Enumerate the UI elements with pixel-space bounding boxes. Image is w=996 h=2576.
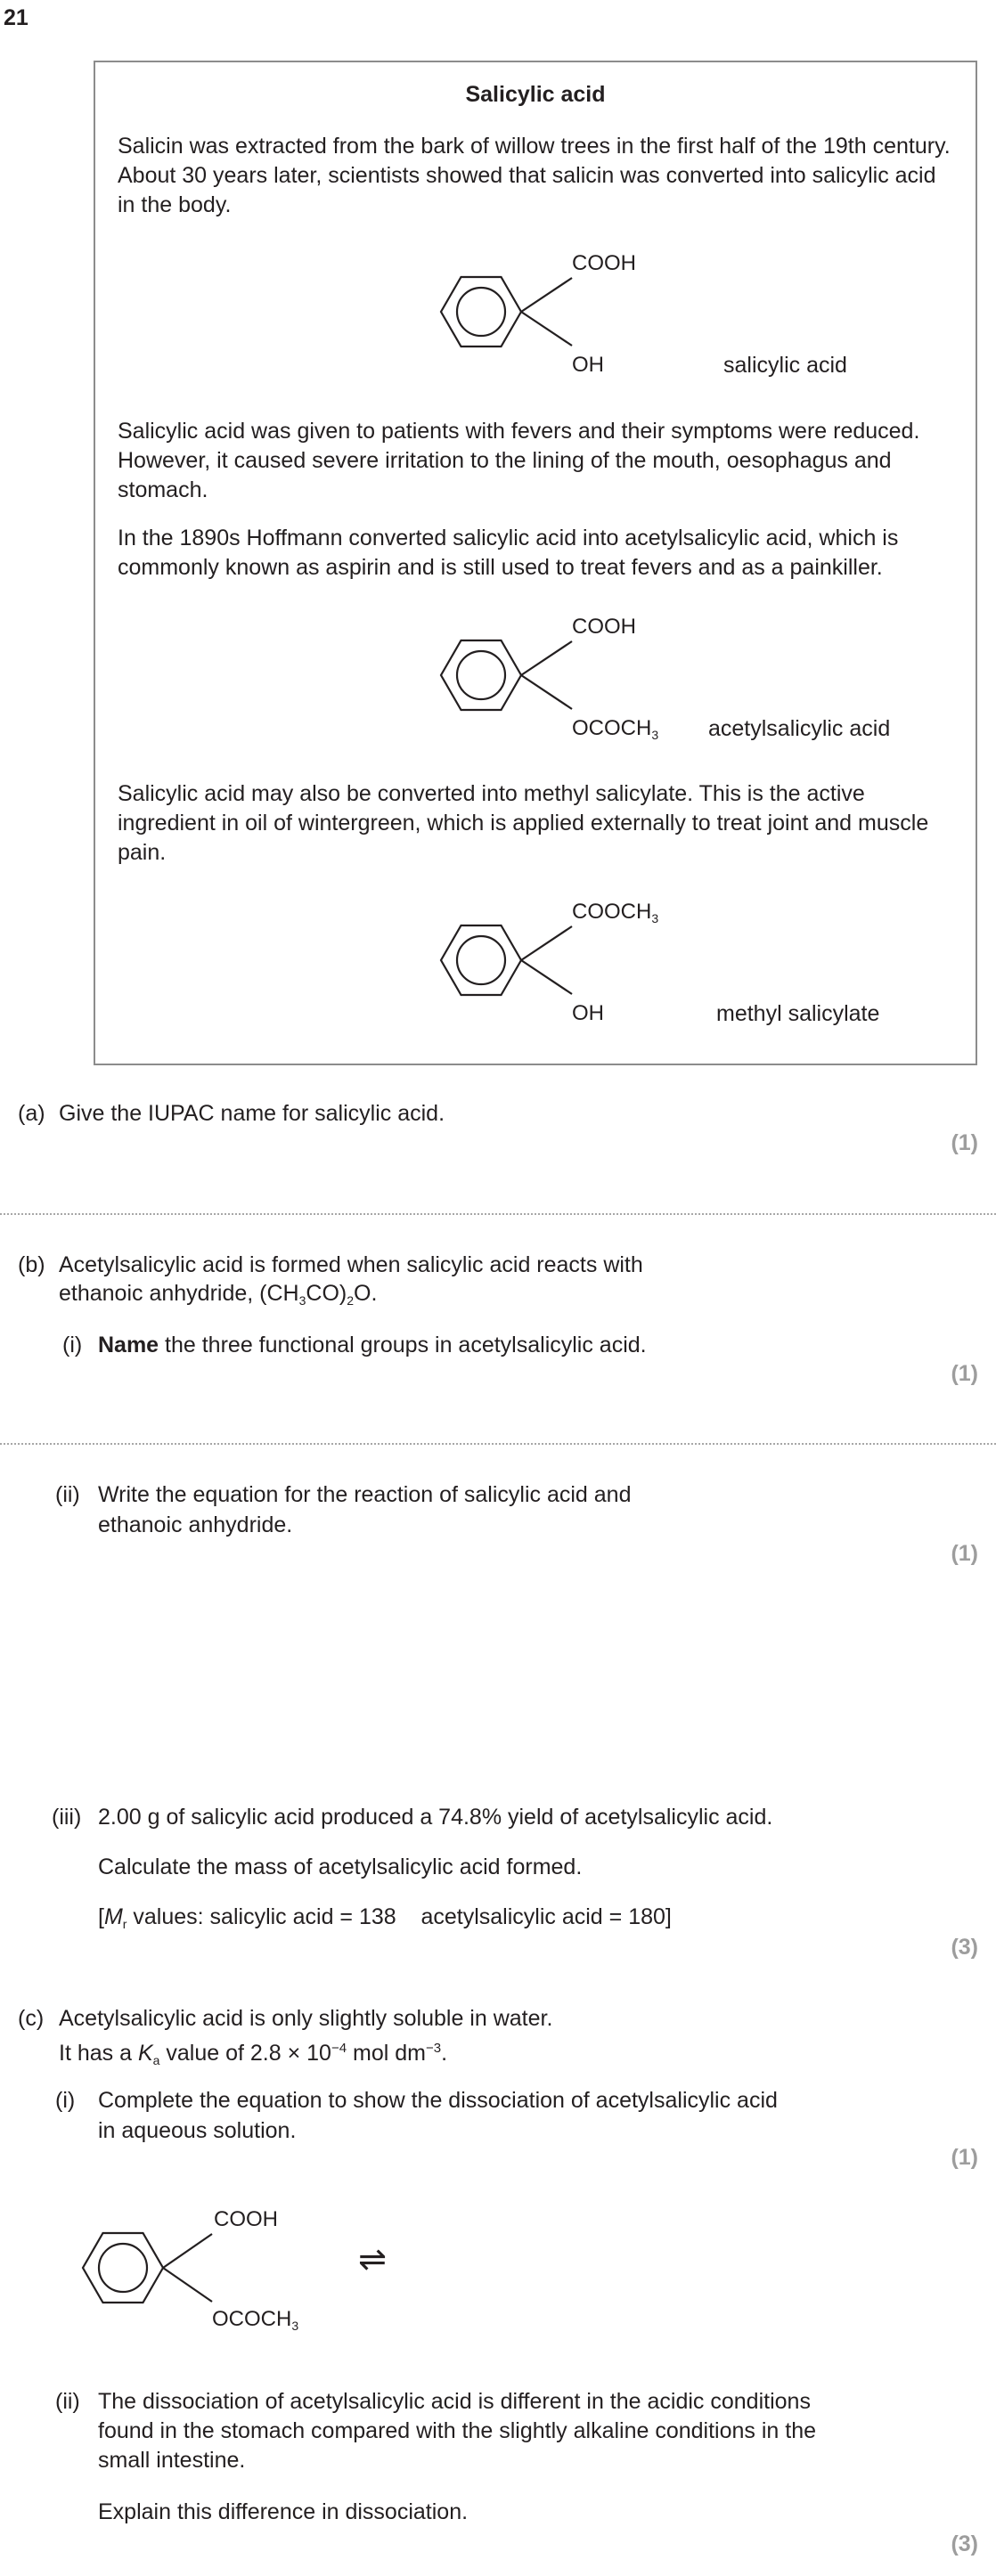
part-b-iii-marks: (3) — [951, 1935, 978, 1960]
benzene-ring-icon — [437, 613, 526, 738]
part-c-i-line2: in aqueous solution. — [98, 2118, 297, 2143]
benzene-ring-icon — [437, 249, 526, 374]
part-b-i-question: Name the three functional groups in acetylsalicylic acid. — [98, 1333, 647, 1357]
cooh-group-label: COOH — [214, 2207, 278, 2231]
structure-name-label: methyl salicylate — [716, 1001, 880, 1026]
ococh3-group-label: $OCOCH_3$ — [572, 716, 659, 742]
benzene-ring-icon — [78, 2205, 167, 2330]
part-a-marks: (1) — [951, 1130, 978, 1155]
part-c-ii-marks: (3) — [951, 2531, 978, 2556]
part-c-label: (c) — [18, 2006, 45, 2031]
part-c-i-line1: Complete the equation to show the dissociation of acetylsalicylic acid — [98, 2088, 778, 2113]
part-b-i-marks: (1) — [951, 1361, 978, 1386]
answer-line[interactable] — [0, 1443, 996, 1445]
part-b-stem-line1: Acetylsalicylic acid is formed when salicylic acid reacts with — [59, 1252, 643, 1277]
cooch3-group-label: $COOCH_3$ — [572, 900, 659, 925]
part-b-iii-mr-values: [$M_r$ values: salicylic acid = 138 acetylsalicylic acid = 180] — [98, 1904, 672, 1931]
part-b-ii-line2: ethanoic anhydride. — [98, 1512, 293, 1537]
part-b-stem-line2: ethanoic anhydride, $(CH_3CO)_2O$. — [59, 1281, 378, 1308]
part-b-ii-label: (ii) — [55, 1482, 80, 1507]
part-c-i-marks: (1) — [951, 2145, 978, 2170]
oh-group-label: OH — [572, 353, 604, 377]
equilibrium-arrow-icon: ⇌ — [358, 2241, 387, 2278]
part-c-ii-label: (ii) — [55, 2389, 80, 2414]
benzene-ring-icon — [437, 898, 526, 1023]
ococh3-group-label: $OCOCH_3$ — [212, 2307, 299, 2333]
part-b-ii-marks: (1) — [951, 1541, 978, 1566]
part-c-i-label: (i) — [55, 2088, 76, 2113]
structure-name-label: acetylsalicylic acid — [708, 716, 891, 741]
part-c-ii-line1: The dissociation of acetylsalicylic acid is different in the acidic conditions — [98, 2389, 811, 2414]
part-c-stem-line2: It has a $K_a$ value of $2.8 \times 10^{-4}$ mol $dm^{-3}$. — [59, 2041, 448, 2067]
part-a-label: (a) — [18, 1101, 45, 1126]
box-paragraph-1: Salicin was extracted from the bark of willow trees in the first half of the 19th century. About 30 years later, scientists showed that salicin was converted into salicylic acid in the body. — [118, 134, 951, 217]
part-c-stem-line1: Acetylsalicylic acid is only slightly soluble in water. — [59, 2006, 553, 2031]
cooh-group-label: COOH — [572, 251, 636, 275]
question-number: 21 — [4, 5, 29, 30]
part-a-question: Give the IUPAC name for salicylic acid. — [59, 1101, 445, 1126]
answer-line[interactable] — [0, 1213, 996, 1215]
part-b-i-label: (i) — [62, 1333, 83, 1357]
part-c-ii-line2: found in the stomach compared with the slightly alkaline conditions in the — [98, 2418, 817, 2443]
part-b-label: (b) — [18, 1252, 45, 1277]
structure-name-label: salicylic acid — [723, 353, 847, 378]
cooh-group-label: COOH — [572, 615, 636, 639]
box-paragraph-2: Salicylic acid was given to patients with fevers and their symptoms were reduced. However, it caused severe irritation to the lining of the mouth, oesophagus and stomach. — [118, 419, 920, 502]
part-b-ii-line1: Write the equation for the reaction of salicylic acid and — [98, 1482, 632, 1507]
part-b-iii-label: (iii) — [52, 1805, 82, 1830]
part-b-iii-line1: 2.00 g of salicylic acid produced a 74.8% yield of acetylsalicylic acid. — [98, 1805, 773, 1830]
part-c-ii-line3: small intestine. — [98, 2448, 246, 2473]
part-c-ii-line4: Explain this difference in dissociation. — [98, 2499, 469, 2524]
part-b-iii-line2: Calculate the mass of acetylsalicylic acid formed. — [98, 1855, 583, 1879]
box-title: Salicylic acid — [465, 82, 606, 107]
box-paragraph-3: In the 1890s Hoffmann converted salicylic acid into acetylsalicylic acid, which is commonly known as aspirin and is still used to treat fevers and as a painkiller. — [118, 526, 899, 580]
box-paragraph-4: Salicylic acid may also be converted into methyl salicylate. This is the active ingredient in oil of wintergreen, which is applied externally to treat joint and muscle pain. — [118, 781, 929, 865]
oh-group-label: OH — [572, 1001, 604, 1025]
